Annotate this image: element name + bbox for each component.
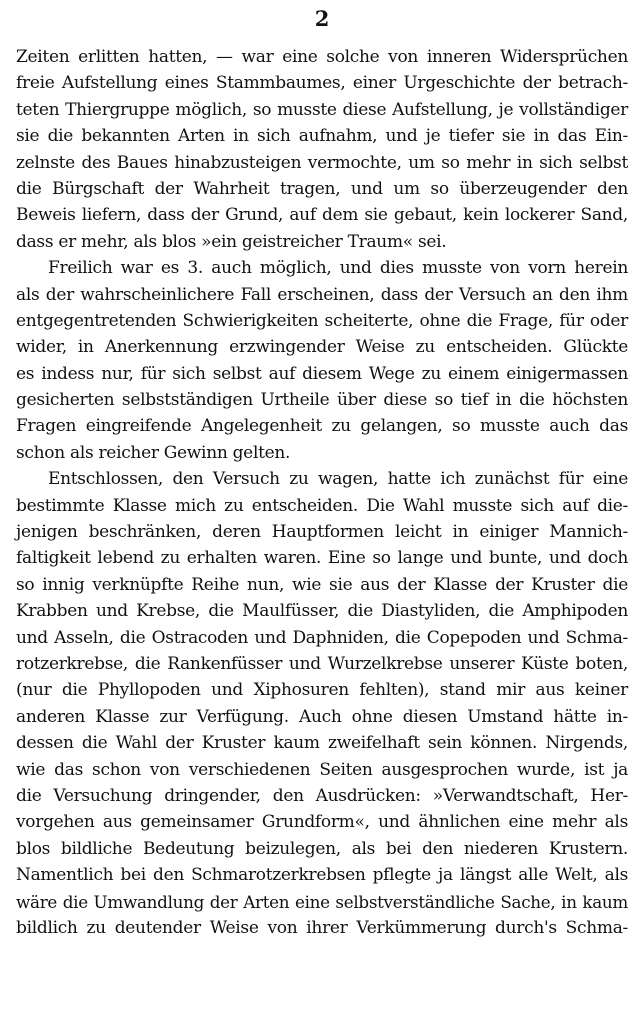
text-line: freie Aufstellung eines Stammbaumes, einer Urgeschichte der betrach-: [16, 73, 628, 94]
text-line: als der wahrscheinlichere Fall erscheinen, dass der Versuch an den ihm: [16, 284, 628, 305]
body-text: [16, 44, 628, 941]
text-line: Beweis liefern, dass der Grund, auf dem sie gebaut, kein lockerer Sand,: [16, 205, 628, 226]
text-line: gesicherten selbstständigen Urtheile über diese so tief in die höchsten: [16, 390, 628, 411]
text-line: so innig verknüpfte Reihe nun, wie sie aus der Klasse der Kruster die: [16, 574, 628, 595]
text-line: vorgehen aus gemeinsamer Grundform«, und ähnlichen eine mehr als: [16, 812, 628, 833]
text-line: Freilich war es 3. auch möglich, und dies musste von vorn herein: [48, 258, 628, 279]
text-line: jenigen beschränken, deren Hauptformen leicht in einiger Mannich-: [16, 522, 628, 543]
text-line: zelnste des Baues hinabzusteigen vermochte, um so mehr in sich selbst: [16, 152, 628, 173]
text-line: dessen die Wahl der Kruster kaum zweifelhaft sein können. Nirgends,: [16, 733, 628, 754]
text-line: wie das schon von verschiedenen Seiten ausgesprochen wurde, ist ja: [16, 759, 628, 780]
text-line: teten Thiergruppe möglich, so musste diese Aufstellung, je vollständiger: [16, 99, 628, 120]
text-line: rotzerkrebse, die Rankenfüsser und Wurzelkrebse unserer Küste boten,: [16, 653, 628, 674]
text-line: Fragen eingreifende Angelegenheit zu gelangen, so musste auch das: [16, 416, 628, 437]
page-number: 2: [314, 6, 330, 31]
text-line: wäre die Umwandlung der Arten eine selbstverständliche Sache, in kaum: [16, 891, 628, 912]
paragraph: [16, 466, 628, 941]
text-line: Krabben und Krebse, die Maulfüsser, die Diastyliden, die Amphipoden: [16, 601, 628, 622]
text-line: schon als reicher Gewinn gelten.: [16, 442, 291, 463]
text-line: (nur die Phyllopoden und Xiphosuren fehlten), stand mir aus keiner: [16, 680, 628, 701]
text-line: anderen Klasse zur Verfügung. Auch ohne diesen Umstand hätte in-: [16, 706, 628, 727]
text-line: und Asseln, die Ostracoden und Daphniden, die Copepoden und Schma-: [16, 627, 628, 648]
text-line: Zeiten erlitten hatten, — war eine solche von inneren Widersprüchen: [16, 47, 628, 67]
text-line: dass er mehr, als blos »ein geistreicher Traum« sei.: [16, 231, 447, 252]
text-line: entgegentretenden Schwierigkeiten scheiterte, ohne die Frage, für oder: [16, 310, 628, 331]
text-line: Namentlich bei den Schmarotzerkrebsen pflegte ja längst alle Welt, als: [16, 865, 628, 886]
text-line: bildlich zu deutender Weise von ihrer Verkümmerung durch's Schma-: [16, 917, 628, 938]
paragraph: [16, 255, 628, 466]
text-line: wider, in Anerkennung erzwingender Weise zu entscheiden. Glückte: [16, 337, 628, 358]
paragraph: [16, 44, 628, 255]
text-line: Entschlossen, den Versuch zu wagen, hatte ich zunächst für eine: [48, 469, 628, 490]
text-line: bestimmte Klasse mich zu entscheiden. Die Wahl musste sich auf die-: [16, 495, 628, 516]
text-line: die Versuchung dringender, den Ausdrücken: »Verwandtschaft, Her-: [16, 785, 628, 806]
text-line: sie die bekannten Arten in sich aufnahm, und je tiefer sie in das Ein-: [16, 126, 628, 147]
text-line: die Bürgschaft der Wahrheit tragen, und um so überzeugender den: [16, 178, 628, 199]
text-line: faltigkeit lebend zu erhalten waren. Eine so lange und bunte, und doch: [16, 548, 628, 569]
text-line: blos bildliche Bedeutung beizulegen, als bei den niederen Krustern.: [16, 838, 628, 859]
text-line: es indess nur, für sich selbst auf diesem Wege zu einem einigermassen: [16, 363, 628, 384]
